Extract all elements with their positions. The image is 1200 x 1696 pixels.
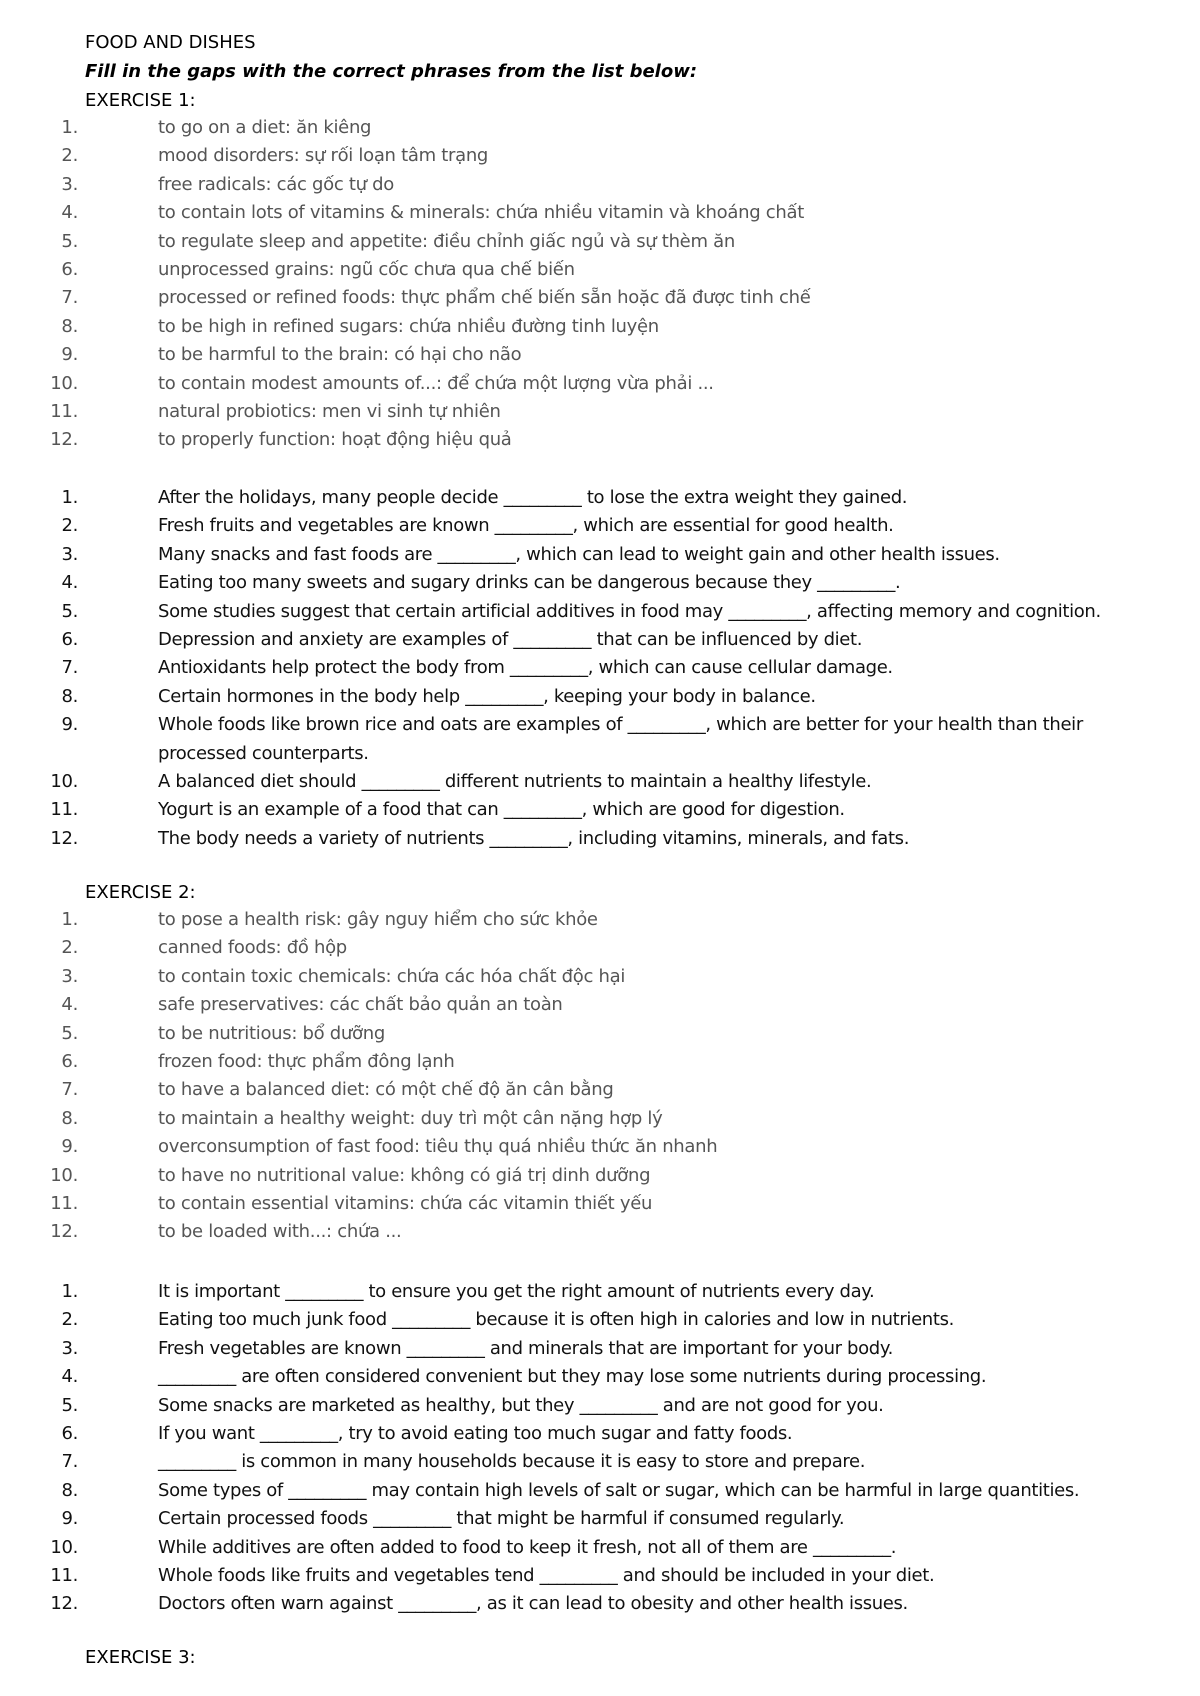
item-text: free radicals: các gốc tự do (158, 173, 394, 195)
item-text: to be nutritious: bổ dưỡng (158, 1022, 385, 1044)
sentence-item (0, 484, 1138, 512)
item-text: safe preservatives: các chất bảo quản an toàn (158, 994, 563, 1016)
item-text: Whole foods like brown rice and oats are examples of _________, which are better for your health than their processed counterparts. (158, 714, 1083, 764)
vocabulary-item (0, 991, 1138, 1019)
item-text: Depression and anxiety are examples of _________ that can be influenced by diet. (158, 629, 863, 651)
vocabulary-item (0, 1133, 1138, 1161)
item-number: 7. (61, 657, 78, 679)
item-text: to be high in refined sugars: chứa nhiều đường tinh luyện (158, 315, 659, 337)
instruction-text: Fill in the gaps with the correct phrases from the list below: (85, 61, 698, 82)
sentence-item (0, 569, 1138, 597)
item-number: 5. (61, 1394, 78, 1416)
item-text: to contain essential vitamins: chứa các vitamin thiết yếu (158, 1193, 653, 1215)
item-text: Certain processed foods _________ that might be harmful if consumed regularly. (158, 1508, 845, 1530)
item-number: 6. (61, 629, 78, 651)
item-number: 1. (61, 487, 78, 508)
item-text: to contain lots of vitamins & minerals: chứa nhiều vitamin và khoáng chất (158, 202, 804, 224)
sentence-item (0, 796, 1138, 824)
item-number: 2. (61, 515, 78, 537)
vocabulary-item (0, 1076, 1138, 1104)
item-number: 9. (61, 344, 78, 366)
item-text: frozen food: thực phẩm đông lạnh (158, 1051, 455, 1073)
item-number: 10. (50, 1536, 78, 1558)
vocabulary-item (0, 171, 1138, 199)
item-text: A balanced diet should _________ different nutrients to maintain a healthy lifestyle. (158, 771, 872, 793)
item-text: After the holidays, many people decide _________ to lose the extra weight they gained. (158, 487, 908, 508)
item-number: 3. (61, 173, 78, 195)
vocabulary-item (0, 398, 1138, 426)
item-number: 5. (61, 600, 78, 622)
exercise-2-sentence-list (0, 1278, 1138, 1619)
sentence-item (0, 1306, 1138, 1334)
vocabulary-item (0, 1162, 1138, 1190)
item-text: to be loaded with...: chứa ... (158, 1221, 402, 1243)
item-number: 12. (50, 1221, 78, 1243)
sentence-item (0, 711, 1138, 768)
vocabulary-item (0, 142, 1138, 170)
vocabulary-item (0, 228, 1138, 256)
sentence-item (0, 1534, 1138, 1562)
item-text: Antioxidants help protect the body from _________, which can cause cellular damage. (158, 657, 893, 679)
item-number: 10. (50, 1164, 78, 1186)
item-number: 9. (61, 714, 78, 736)
item-text: to contain modest amounts of...: để chứa một lượng vừa phải ... (158, 372, 714, 394)
item-text: canned foods: đồ hộp (158, 937, 347, 959)
sentence-item (0, 1278, 1138, 1306)
vocabulary-item (0, 284, 1138, 312)
vocabulary-item (0, 199, 1138, 227)
item-number: 6. (61, 1423, 78, 1445)
item-text: Certain hormones in the body help _________, keeping your body in balance. (158, 685, 816, 707)
vocabulary-item (0, 426, 1138, 454)
vocabulary-item (0, 934, 1138, 962)
sentence-item (0, 1590, 1138, 1618)
sentence-item (0, 768, 1138, 796)
vocabulary-item (0, 1048, 1138, 1076)
item-text: to have a balanced diet: có một chế độ ăn cân bằng (158, 1079, 614, 1101)
sentence-item (0, 1420, 1138, 1448)
item-text: Some snacks are marketed as healthy, but they _________ and are not good for you. (158, 1394, 884, 1416)
item-number: 8. (61, 1479, 78, 1501)
item-number: 12. (50, 827, 78, 849)
sentence-item (0, 1335, 1138, 1363)
vocabulary-item (0, 1020, 1138, 1048)
item-text: Eating too many sweets and sugary drinks can be dangerous because they _________. (158, 572, 901, 594)
sentence-item (0, 654, 1138, 682)
sentence-item (0, 1363, 1138, 1391)
item-number: 2. (61, 937, 78, 959)
item-number: 5. (61, 230, 78, 252)
item-text: Fresh vegetables are known _________ and minerals that are important for your body. (158, 1337, 893, 1359)
document-title: FOOD AND DISHES (85, 32, 256, 53)
exercise-1-sentence-list (0, 484, 1138, 853)
vocabulary-item (0, 1190, 1138, 1218)
item-number: 3. (61, 1337, 78, 1359)
exercise-1-heading: EXERCISE 1: (85, 90, 196, 111)
item-text: Yogurt is an example of a food that can _________, which are good for digestion. (158, 799, 845, 821)
item-text: processed or refined foods: thực phẩm chế biến sẵn hoặc đã được tinh chế (158, 287, 811, 309)
item-number: 2. (61, 1309, 78, 1331)
item-text: Some types of _________ may contain high levels of salt or sugar, which can be harmful in large quantities. (158, 1479, 1080, 1501)
item-text: unprocessed grains: ngũ cốc chưa qua chế biến (158, 259, 575, 281)
vocabulary-item (0, 1105, 1138, 1133)
item-number: 2. (61, 145, 78, 167)
item-text: overconsumption of fast food: tiêu thụ quá nhiều thức ăn nhanh (158, 1136, 718, 1158)
vocabulary-item (0, 906, 1138, 934)
vocabulary-item (0, 963, 1138, 991)
sentence-item (0, 512, 1138, 540)
sentence-item (0, 626, 1138, 654)
item-number: 11. (50, 401, 78, 423)
item-text: Eating too much junk food _________ because it is often high in calories and low in nutrients. (158, 1309, 954, 1331)
item-number: 7. (61, 287, 78, 309)
item-number: 11. (50, 1565, 78, 1587)
sentence-item (0, 1392, 1138, 1420)
item-number: 9. (61, 1508, 78, 1530)
item-text: Doctors often warn against _________, as it can lead to obesity and other health issues. (158, 1593, 908, 1615)
item-number: 11. (50, 799, 78, 821)
item-number: 5. (61, 1022, 78, 1044)
exercise-2-heading: EXERCISE 2: (85, 882, 196, 903)
item-number: 11. (50, 1193, 78, 1215)
item-text: to properly function: hoạt động hiệu quả (158, 429, 512, 451)
item-number: 3. (61, 965, 78, 987)
vocabulary-item (0, 370, 1138, 398)
item-number: 7. (61, 1079, 78, 1101)
item-number: 4. (61, 202, 78, 224)
item-number: 6. (61, 259, 78, 281)
sentence-item (0, 1505, 1138, 1533)
item-number: 4. (61, 1366, 78, 1388)
item-number: 4. (61, 572, 78, 594)
item-text: The body needs a variety of nutrients _________, including vitamins, minerals, and fats. (158, 827, 910, 849)
item-number: 1. (61, 117, 78, 138)
item-number: 7. (61, 1451, 78, 1473)
item-number: 3. (61, 543, 78, 565)
item-text: While additives are often added to food to keep it fresh, not all of them are _________. (158, 1536, 897, 1558)
item-text: natural probiotics: men vi sinh tự nhiên (158, 401, 501, 423)
item-number: 8. (61, 1107, 78, 1129)
item-number: 4. (61, 994, 78, 1016)
sentence-item (0, 1562, 1138, 1590)
item-number: 10. (50, 372, 78, 394)
item-text: to be harmful to the brain: có hại cho não (158, 344, 522, 366)
item-number: 12. (50, 429, 78, 451)
sentence-item (0, 541, 1138, 569)
vocabulary-item (0, 256, 1138, 284)
item-text: _________ are often considered convenient but they may lose some nutrients during processing. (158, 1366, 987, 1388)
sentence-item (0, 1477, 1138, 1505)
item-number: 8. (61, 685, 78, 707)
item-number: 12. (50, 1593, 78, 1615)
item-number: 6. (61, 1051, 78, 1073)
item-number: 1. (61, 909, 78, 930)
item-text: Fresh fruits and vegetables are known _________, which are essential for good health. (158, 515, 894, 537)
item-text: to regulate sleep and appetite: điều chỉnh giấc ngủ và sự thèm ăn (158, 230, 735, 252)
sentence-item (0, 683, 1138, 711)
exercise-3-heading: EXERCISE 3: (85, 1647, 196, 1668)
sentence-item (0, 825, 1138, 853)
vocabulary-item (0, 313, 1138, 341)
item-text: _________ is common in many households because it is easy to store and prepare. (158, 1451, 866, 1473)
item-text: to pose a health risk: gây nguy hiểm cho sức khỏe (158, 909, 598, 930)
item-text: mood disorders: sự rối loạn tâm trạng (158, 145, 489, 167)
item-text: to contain toxic chemicals: chứa các hóa chất độc hại (158, 965, 626, 987)
item-text: It is important _________ to ensure you get the right amount of nutrients every day. (158, 1281, 875, 1302)
item-text: to have no nutritional value: không có giá trị dinh dưỡng (158, 1164, 651, 1186)
item-text: If you want _________, try to avoid eating too much sugar and fatty foods. (158, 1423, 793, 1445)
item-text: Some studies suggest that certain artificial additives in food may _________, affecting memory and cognition. (158, 600, 1101, 622)
exercise-1-vocabulary-list (0, 114, 1138, 455)
vocabulary-item (0, 341, 1138, 369)
item-text: Whole foods like fruits and vegetables tend _________ and should be included in your diet. (158, 1565, 935, 1587)
exercise-2-vocabulary-list (0, 906, 1138, 1247)
item-text: to go on a diet: ăn kiêng (158, 117, 372, 138)
sentence-item (0, 1448, 1138, 1476)
item-text: Many snacks and fast foods are _________, which can lead to weight gain and other health issues. (158, 543, 1000, 565)
sentence-item (0, 598, 1138, 626)
vocabulary-item (0, 114, 1138, 142)
item-number: 1. (61, 1281, 78, 1302)
item-text: to maintain a healthy weight: duy trì một cân nặng hợp lý (158, 1107, 663, 1129)
item-number: 10. (50, 771, 78, 793)
vocabulary-item (0, 1218, 1138, 1246)
item-number: 9. (61, 1136, 78, 1158)
item-number: 8. (61, 315, 78, 337)
